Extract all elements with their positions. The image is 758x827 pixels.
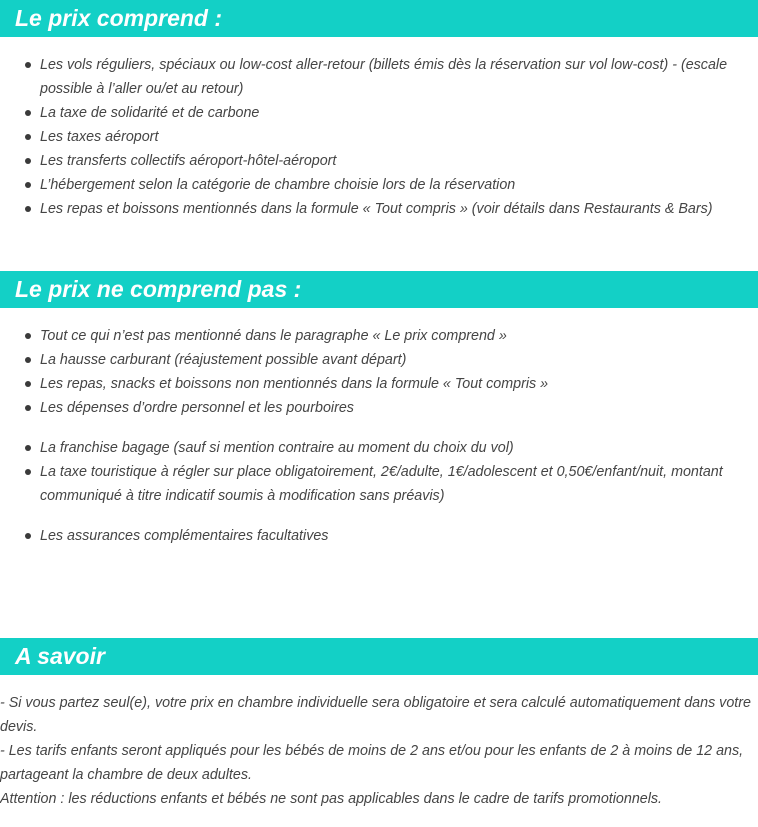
list-item: La taxe de solidarité et de carbone [0, 101, 758, 125]
excluded-header [0, 271, 758, 308]
info-line: Attention : les réductions enfants et bébés ne sont pas applicables dans le cadre de tarifs promotionnels. [0, 791, 663, 807]
list-item: Les repas et boissons mentionnés dans la formule « Tout compris » (voir détails dans Restaurants & Bars) [0, 197, 758, 221]
excluded-title: Le prix ne comprend pas : [15, 276, 302, 302]
info-text [0, 691, 752, 811]
list-item: Les repas, snacks et boissons non mentionnés dans la formule « Tout compris » [0, 372, 758, 396]
list-item: La hausse carburant (réajustement possible avant départ) [0, 348, 758, 372]
excluded-list [0, 324, 758, 548]
info-header [0, 638, 758, 675]
list-item: Les vols réguliers, spéciaux ou low-cost aller-retour (billets émis dès la réservation sur vol low-cost) - (escale possible à l’aller ou/et au retour) [0, 53, 758, 101]
list-item: Les dépenses d’ordre personnel et les pourboires [0, 396, 758, 420]
included-title: Le prix comprend : [15, 5, 223, 31]
list-item: Tout ce qui n’est pas mentionné dans le paragraphe « Le prix comprend » [0, 324, 758, 348]
info-title: A savoir [15, 643, 105, 669]
list-item: Les transferts collectifs aéroport-hôtel-aéroport [0, 149, 758, 173]
list-item: La taxe touristique à régler sur place obligatoirement, 2€/adulte, 1€/adolescent et 0,50€/enfant/nuit, montant communiqué à titre indicatif soumis à modification sans préavis) [0, 460, 758, 508]
list-item: L’hébergement selon la catégorie de chambre choisie lors de la réservation [0, 173, 758, 197]
info-line: - Les tarifs enfants seront appliqués pour les bébés de moins de 2 ans et/ou pour les enfants de 2 à moins de 12 ans, partageant la chambre de deux adultes. [0, 743, 744, 783]
list-item: La franchise bagage (sauf si mention contraire au moment du choix du vol) [0, 436, 758, 460]
included-header [0, 0, 758, 37]
list-item: Les taxes aéroport [0, 125, 758, 149]
info-line: - Si vous partez seul(e), votre prix en chambre individuelle sera obligatoire et sera calculé automatiquement dans votre devis. [0, 695, 751, 735]
list-item: Les assurances complémentaires facultatives [0, 524, 758, 548]
included-list [0, 53, 758, 221]
